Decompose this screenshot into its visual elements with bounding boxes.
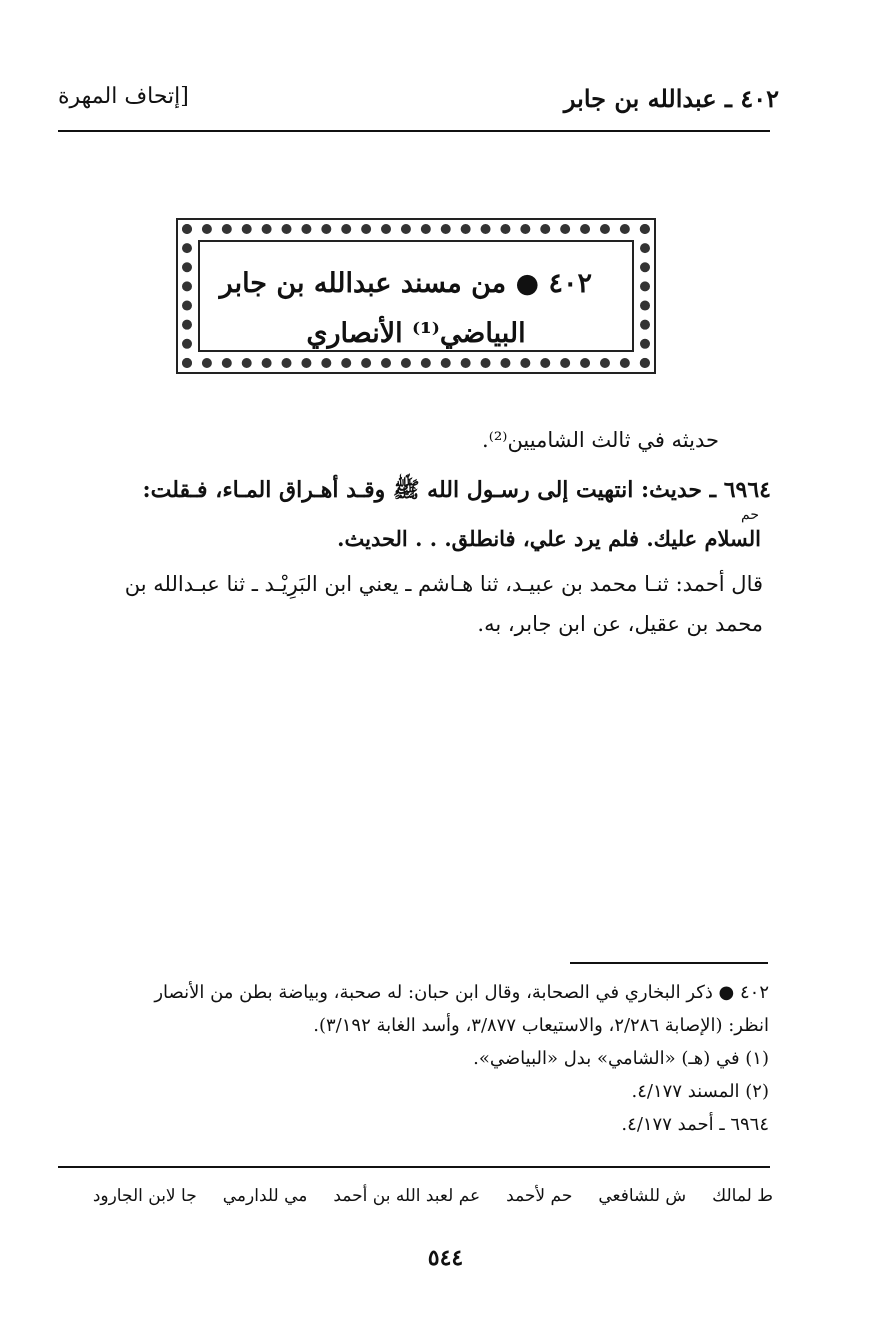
footnote-hadith: ٦٩٦٤ ـ أحمد ٤/١٧٧.: [621, 1114, 769, 1135]
isnad-line-2: محمد بن عقيل، عن ابن جابر، به.: [477, 612, 763, 636]
footnote-section-line1: ٤٠٢ ● ذكر البخاري في الصحابة، وقال ابن حبان: له صحبة، وبياضة بطن من الأنصار: [154, 982, 769, 1003]
running-header-section: ٤٠٢ ـ عبدالله بن جابر: [563, 84, 779, 113]
abbr-malik: ط لمالك: [712, 1186, 773, 1206]
intro-line: حديثه في ثالث الشاميين⁽²⁾.: [482, 428, 719, 452]
abbr-shafii: ش للشافعي: [598, 1186, 687, 1206]
header-rule: [58, 130, 770, 132]
abbreviations-rule: [58, 1166, 770, 1168]
abbreviations-key: [93, 1186, 773, 1206]
running-header-book: [إتحاف المهرة: [58, 84, 189, 109]
section-title-line1: ٤٠٢ ● من مسند عبدالله بن جابر: [219, 268, 592, 299]
abbr-darimi: مي للدارمي: [222, 1186, 308, 1206]
footnote-rule: [570, 962, 768, 964]
section-title-box: [176, 218, 656, 374]
footnote-section-line2: انظر: (الإصابة ٢/٢٨٦، والاستيعاب ٣/٨٧٧، وأسد الغابة ٣/١٩٢).: [313, 1015, 769, 1036]
page-number: ٥٤٤: [427, 1245, 464, 1271]
abbr-jarud: جا لابن الجارود: [92, 1186, 197, 1206]
abbr-ahmad: حم لأحمد: [506, 1186, 573, 1206]
footnote-2: (٢) المسند ٤/١٧٧.: [631, 1081, 769, 1102]
footnote-1: (١) في (هـ) «الشامي» بدل «البياضي».: [473, 1048, 769, 1069]
section-title-line2: البياضي⁽¹⁾ الأنصاري: [306, 318, 526, 349]
hadith-line-1: ٦٩٦٤ ـ حديث: انتهيت إلى رسـول الله ﷺ وقـد أهـراق المـاء، فـقلت:: [142, 477, 771, 503]
isnad-line-1: قال أحمد: ثنـا محمد بن عبيـد، ثنا هـاشم ـ يعني ابن البَرِيْـد ـ ثنا عبـدالله بن: [124, 572, 763, 596]
hadith-source-marker: حم: [741, 507, 759, 523]
hadith-line-2: السلام عليك. فلم يرد علي، فانطلق. . . الحديث.: [337, 526, 761, 551]
title-frame: [198, 240, 634, 352]
abbr-abdullah: عم لعبد الله بن أحمد: [333, 1186, 481, 1206]
